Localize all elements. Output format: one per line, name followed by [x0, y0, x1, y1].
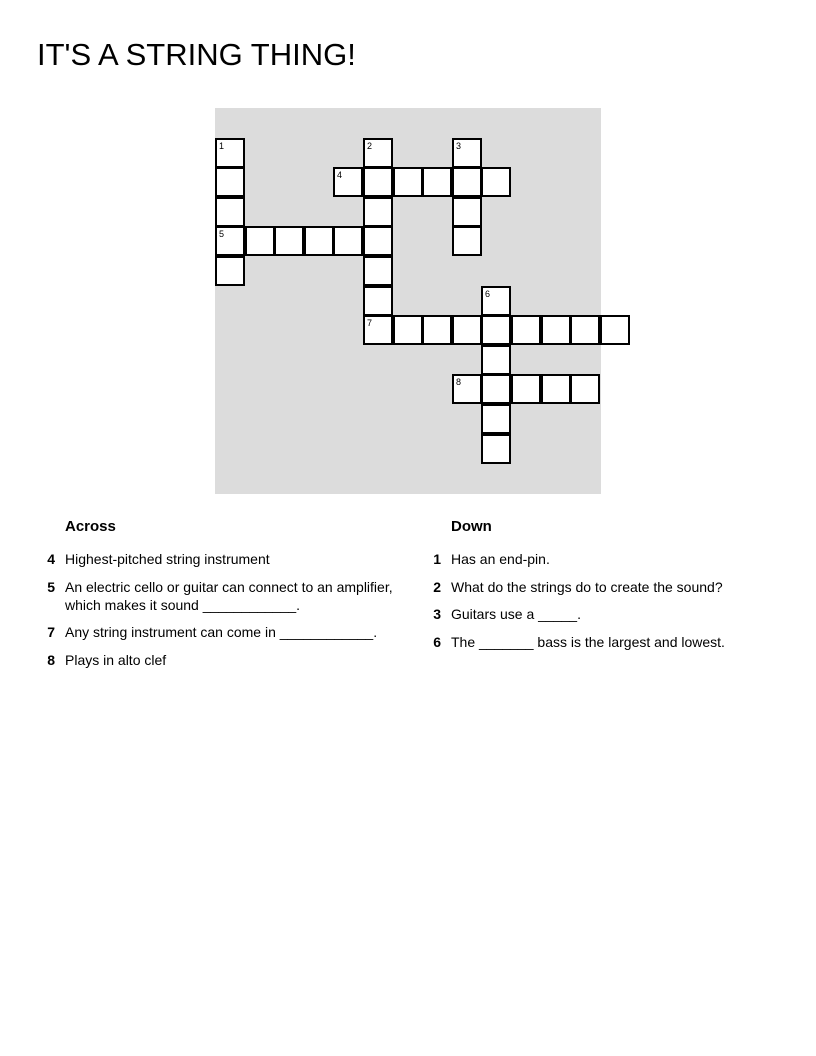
down-clue [433, 633, 781, 651]
crossword-cell[interactable] [481, 167, 511, 197]
down-clue [433, 578, 781, 596]
clue-number: 8 [47, 651, 55, 668]
crossword-cell[interactable] [363, 315, 393, 345]
crossword-cell[interactable] [333, 167, 363, 197]
clue-number: 7 [47, 624, 55, 640]
down-heading: Down [451, 518, 492, 535]
clue-number: 4 [47, 551, 55, 567]
crossword-cell[interactable] [452, 374, 482, 404]
crossword-grid [215, 108, 601, 494]
crossword-cell[interactable] [481, 315, 511, 345]
cell-number: 5 [219, 229, 225, 239]
cell-number: 2 [367, 141, 373, 151]
cell-number: 6 [485, 289, 491, 299]
crossword-cell[interactable] [570, 315, 600, 345]
clue-text: Any string instrument can come in ____________. [65, 624, 378, 640]
crossword-cell[interactable] [363, 138, 393, 168]
clue-number: 3 [433, 606, 441, 622]
clue-text: Highest-pitched string instrument [65, 551, 270, 567]
crossword-cell[interactable] [274, 226, 304, 256]
crossword-cell[interactable] [481, 434, 511, 464]
crossword-cell[interactable] [481, 374, 511, 404]
across-clue [47, 578, 405, 614]
crossword-cell[interactable] [393, 167, 423, 197]
crossword-cell[interactable] [452, 167, 482, 197]
clue-number: 6 [433, 633, 441, 650]
crossword-cell[interactable] [215, 138, 245, 168]
down-clue [433, 605, 781, 623]
cell-number: 7 [367, 318, 373, 328]
crossword-cell[interactable] [600, 315, 630, 345]
crossword-cell[interactable] [452, 197, 482, 227]
crossword-cell[interactable] [481, 345, 511, 375]
across-clue-list [47, 550, 405, 678]
clue-number: 1 [433, 551, 441, 567]
crossword-cell[interactable] [333, 226, 363, 256]
down-clue [433, 550, 781, 568]
clue-number: 2 [433, 578, 441, 595]
crossword-cell[interactable] [452, 226, 482, 256]
crossword-cell[interactable] [511, 374, 541, 404]
crossword-cell[interactable] [422, 315, 452, 345]
crossword-cell[interactable] [304, 226, 334, 256]
crossword-cell[interactable] [511, 315, 541, 345]
across-clue [47, 623, 405, 641]
crossword-cell[interactable] [541, 315, 571, 345]
down-clue-list [433, 550, 781, 660]
clue-text: Has an end-pin. [451, 551, 550, 567]
crossword-cell[interactable] [452, 138, 482, 168]
crossword-cell[interactable] [215, 167, 245, 197]
crossword-cell[interactable] [363, 226, 393, 256]
crossword-cell[interactable] [363, 286, 393, 316]
crossword-cell[interactable] [422, 167, 452, 197]
page-title: IT'S A STRING THING! [37, 37, 356, 72]
crossword-cell[interactable] [481, 404, 511, 434]
crossword-cell[interactable] [215, 197, 245, 227]
cell-number: 3 [456, 141, 462, 151]
clue-text: An electric cello or guitar can connect to an amplifier, which makes it sound ____________. [65, 578, 393, 613]
crossword-cell[interactable] [363, 256, 393, 286]
crossword-cell[interactable] [215, 256, 245, 286]
cell-number: 8 [456, 377, 462, 387]
clue-text: Guitars use a _____. [451, 606, 581, 622]
clue-text: What do the strings do to create the sound? [451, 578, 723, 595]
crossword-cell[interactable] [541, 374, 571, 404]
crossword-cell[interactable] [393, 315, 423, 345]
clue-number: 5 [47, 578, 55, 595]
crossword-cell[interactable] [481, 286, 511, 316]
cell-number: 4 [337, 170, 343, 180]
crossword-cell[interactable] [215, 226, 245, 256]
crossword-cell[interactable] [363, 167, 393, 197]
crossword-cell[interactable] [363, 197, 393, 227]
across-clue [47, 651, 405, 669]
clue-text: The _______ bass is the largest and lowest. [451, 633, 725, 650]
across-clue [47, 550, 405, 568]
cell-number: 1 [219, 141, 225, 151]
clue-text: Plays in alto clef [65, 651, 167, 668]
across-heading: Across [65, 518, 116, 535]
crossword-cell[interactable] [245, 226, 275, 256]
crossword-cell[interactable] [570, 374, 600, 404]
crossword-cell[interactable] [452, 315, 482, 345]
